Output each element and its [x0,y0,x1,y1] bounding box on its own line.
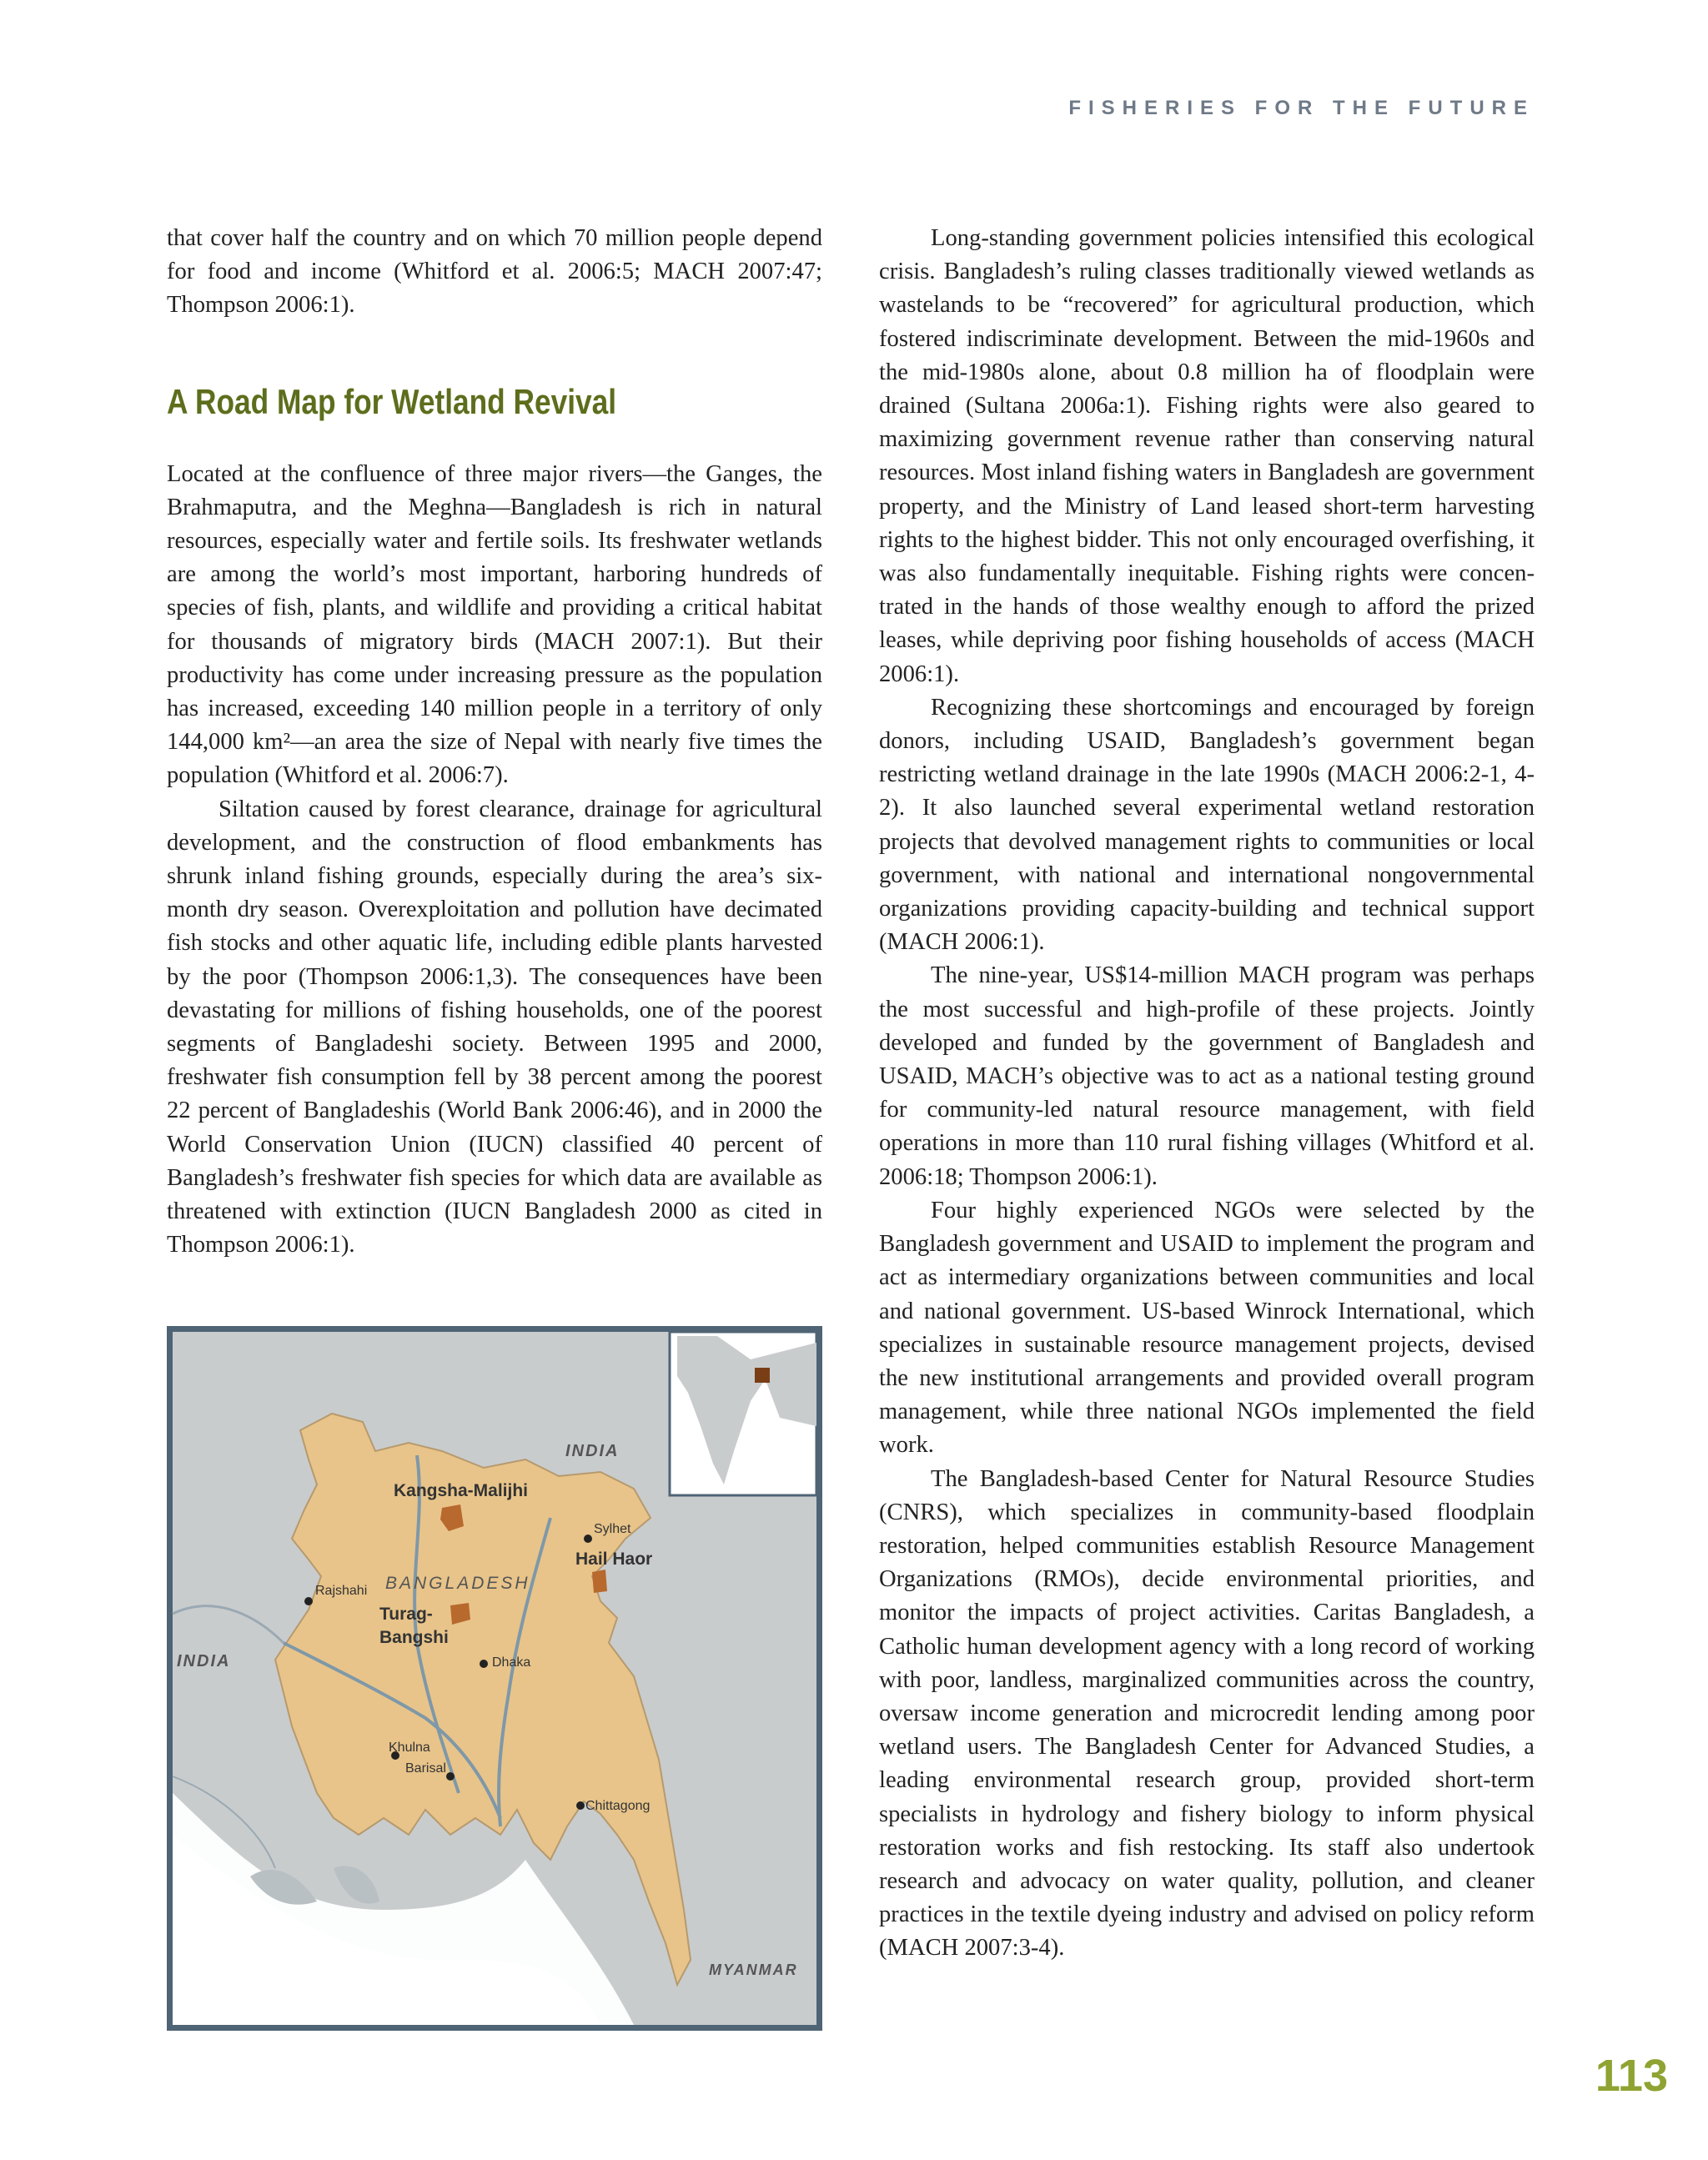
body-paragraph: Siltation caused by forest clearance, drainage for agricultural development, and the construction of flood embankments has shrunk inland fishing grounds, especially during the area’s six-month dry season. Overexploitation and pollution have decimated fish stocks and other aquatic life, including edible plants harvested by the poor (Thompson 2006:1,3). The consequences have been devastating for millions of fishing households, one of the poorest segments of Bangladeshi society. Between 1995 and 2000, freshwater fish consumption fell by 38 percent among the poorest 22 percent of Bangladeshis (World Bank 2006:46), and in 2000 the World Conservation Union (IUCN) classified 40 percent of Bangladesh’s freshwater fish species for which data are available as threatened with extinction (IUCN Bangladesh 2000 as cited in Thompson 2006:1). [167,796,822,1258]
right-column [879,222,1535,1966]
site-hail-haor [592,1570,607,1593]
section-heading: A Road Map for Wetland Revival [167,381,617,421]
city-dot-sylhet [584,1535,592,1543]
body-paragraph: Recognizing these shortcomings and encouraged by foreign donors, including USAID, Bangladesh’s government began restricting wetland drainage in the late 1990s (MACH 2006:2-1, 4-2). It also launched several experimental wetland restoration projects that devolved management rights to communities or local government, with national and international nongovernmental organizations providing capacity-building and technical support (MACH 2006:1). [879,694,1535,956]
body-paragraph: Long-standing government policies intensified this ecological crisis. Bangladesh’s ruling classes traditionally viewed wetlands as wastelands to be “recovered” for agricultural production, which fostered indiscriminate development. Between the mid-1960s and the mid-1980s alone, about 0.8 million ha of floodplain were drained (Sultana 2006a:1). Fishing rights were also geared to maximizing government revenue rather than conserving natural resources. Most inland fishing waters in Bangladesh are government property, and the Ministry of Land leased short-term harvesting rights to the highest bidder. This not only encouraged overfishing, it was also fundamentally inequitable. Fishing rights were concentrated in the hands of those wealthy enough to afford the prized leases, while depriving poor fishing households of access (MACH 2006:1). [879,225,1535,687]
city-dot-dhaka [480,1660,488,1668]
running-title: FISHERIES FOR THE FUTURE [1068,97,1535,119]
bangladesh-map-figure [167,1326,822,2031]
left-column [167,222,822,1262]
label-india-west: INDIA [177,1652,231,1670]
body-paragraph: The Bangladesh-based Center for Natural Resource Studies (CNRS), which specializes in community-based floodplain restoration, helped communities establish Resource Management Organizations (RMOs), decide environmental priorities, and monitor the impacts of project activities. Caritas Bangladesh, a Catholic human development agency with a long record of working with poor, landless, marginalized communities across the country, oversaw income generation and microcredit lending among poor wetland users. The Bangladesh Center for Advanced Studies, a leading environmental research group, provided short-term specialists in hydrology and fishery biology to inform physical restoration works and fish restocking. Its staff also undertook research and advocacy on water quality, pollution, and cleaner practices in the textile dyeing industry and advised on policy reform (MACH 2007:3-4). [879,1465,1535,1962]
page-number: 113 [1595,2051,1668,2101]
city-dot-chittagong [576,1801,585,1810]
label-barisal: Barisal [405,1761,446,1776]
intro-paragraph: that cover half the country and on which 70 million people depend for food and income (Whitford et al. 2006:5; MACH 2007:47; Thompson 2006:1). [167,225,822,319]
label-myanmar: MYANMAR [709,1962,798,1978]
label-rajshahi: Rajshahi [315,1584,368,1598]
label-turag-2: Bangshi [379,1628,449,1647]
label-sylhet: Sylhet [594,1522,631,1536]
body-paragraph: Located at the confluence of three major rivers—the Ganges, the Brahmaputra, and the Meghna—Bangladesh is rich in natural resources, especially water and fertile soils. Its freshwater wetlands are among the world’s most important, harboring hundreds of species of fish, plants, and wildlife and providing a critical habitat for thousands of migratory birds (MACH 2007:1). But their productivity has come under increasing pressure as the population has increased, exceeding 140 million people in a territory of only 144,000 km²—an area the size of Nepal with nearly five times the population (Whitford et al. 2006:7). [167,460,822,789]
label-bangladesh: BANGLADESH [385,1574,530,1593]
city-dot-rajshahi [304,1597,313,1605]
inset-bangladesh-marker [755,1368,770,1383]
body-paragraph: The nine-year, US$14-million MACH program was perhaps the most successful and high-profile of these projects. Jointly developed and funded by the government of Bangladesh and USAID, MACH’s objective was to act as a national testing ground for community-led natural resource management, with field operations in more than 110 rural fishing villages (Whitford et al. 2006:18; Thompson 2006:1). [879,962,1535,1190]
label-dhaka: Dhaka [492,1655,531,1670]
label-turag-1: Turag- [379,1605,433,1624]
label-hail-haor: Hail Haor [575,1550,653,1569]
label-khulna: Khulna [389,1741,430,1755]
label-chittagong: Chittagong [585,1799,651,1813]
label-kangsha-malijhi: Kangsha-Malijhi [394,1481,529,1500]
city-dot-barisal [446,1772,455,1781]
label-india-north: INDIA [565,1442,620,1460]
bangladesh-map [167,1326,822,2031]
body-paragraph: Four highly experienced NGOs were selected by the Bangladesh government and USAID to implement the program and act as intermediary organizations between communities and local and national government. US-based Winrock International, which specializes in sustainable resource management projects, devised the new institutional arrangements and provided overall program management, while three national NGOs implemented the field work. [879,1197,1535,1459]
